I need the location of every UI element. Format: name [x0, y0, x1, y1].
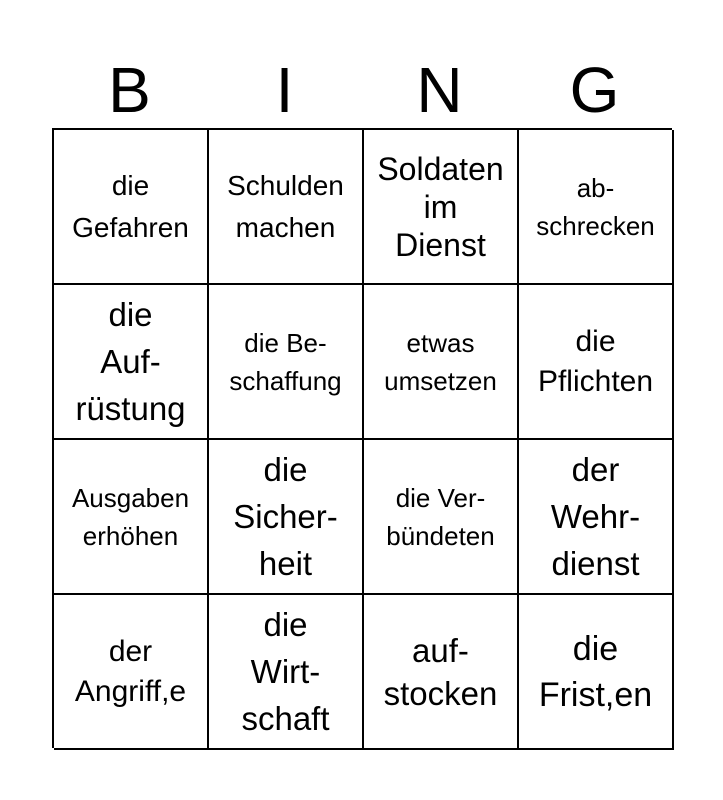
- bingo-cell-text: der Angriff,e: [74, 634, 187, 708]
- bingo-cell[interactable]: [209, 285, 364, 440]
- bingo-cell[interactable]: [519, 440, 674, 595]
- bingo-cell-text: ab- schrecken: [536, 172, 655, 241]
- bingo-cell-text: Schulden machen: [227, 169, 344, 243]
- bingo-cell-text: die Frist,en: [538, 629, 653, 714]
- bingo-cell[interactable]: [209, 440, 364, 595]
- bingo-cell[interactable]: [519, 130, 674, 285]
- bingo-cell-text: die Ver- bündeten: [386, 482, 495, 551]
- bingo-cell[interactable]: [54, 595, 209, 750]
- bingo-cell-text: die Sicher- heit: [233, 451, 338, 582]
- bingo-cell[interactable]: [54, 440, 209, 595]
- bingo-cell[interactable]: [364, 595, 519, 750]
- bingo-cell[interactable]: [519, 595, 674, 750]
- header-letter-i: I: [275, 54, 294, 126]
- header-letter-b: B: [108, 54, 151, 126]
- bingo-cell[interactable]: [54, 130, 209, 285]
- bingo-cell-text: auf- stocken: [383, 631, 498, 712]
- bingo-cell-text: die Gefahren: [72, 169, 189, 243]
- bingo-cell[interactable]: [364, 285, 519, 440]
- bingo-cell[interactable]: [519, 285, 674, 440]
- bingo-cell-text: Ausgaben erhöhen: [71, 482, 190, 551]
- bingo-grid: [52, 128, 672, 748]
- bingo-cell-text: etwas umsetzen: [384, 327, 497, 396]
- bingo-cell[interactable]: [209, 130, 364, 285]
- header-letter-n: N: [416, 54, 463, 126]
- bingo-header: [52, 52, 672, 128]
- bingo-cell[interactable]: [54, 285, 209, 440]
- bingo-cell-text: die Pflichten: [537, 324, 654, 398]
- header-letter-g: G: [569, 54, 620, 126]
- bingo-cell-text: Soldaten im Dienst: [377, 150, 504, 263]
- bingo-cell-text: der Wehr- dienst: [550, 451, 641, 582]
- bingo-cell-text: die Auf- rüstung: [75, 296, 186, 427]
- bingo-cell[interactable]: [364, 130, 519, 285]
- bingo-cell[interactable]: [209, 595, 364, 750]
- bingo-cell-text: die Wirt- schaft: [241, 606, 330, 737]
- bingo-cell-text: die Be- schaffung: [229, 327, 342, 396]
- bingo-cell[interactable]: [364, 440, 519, 595]
